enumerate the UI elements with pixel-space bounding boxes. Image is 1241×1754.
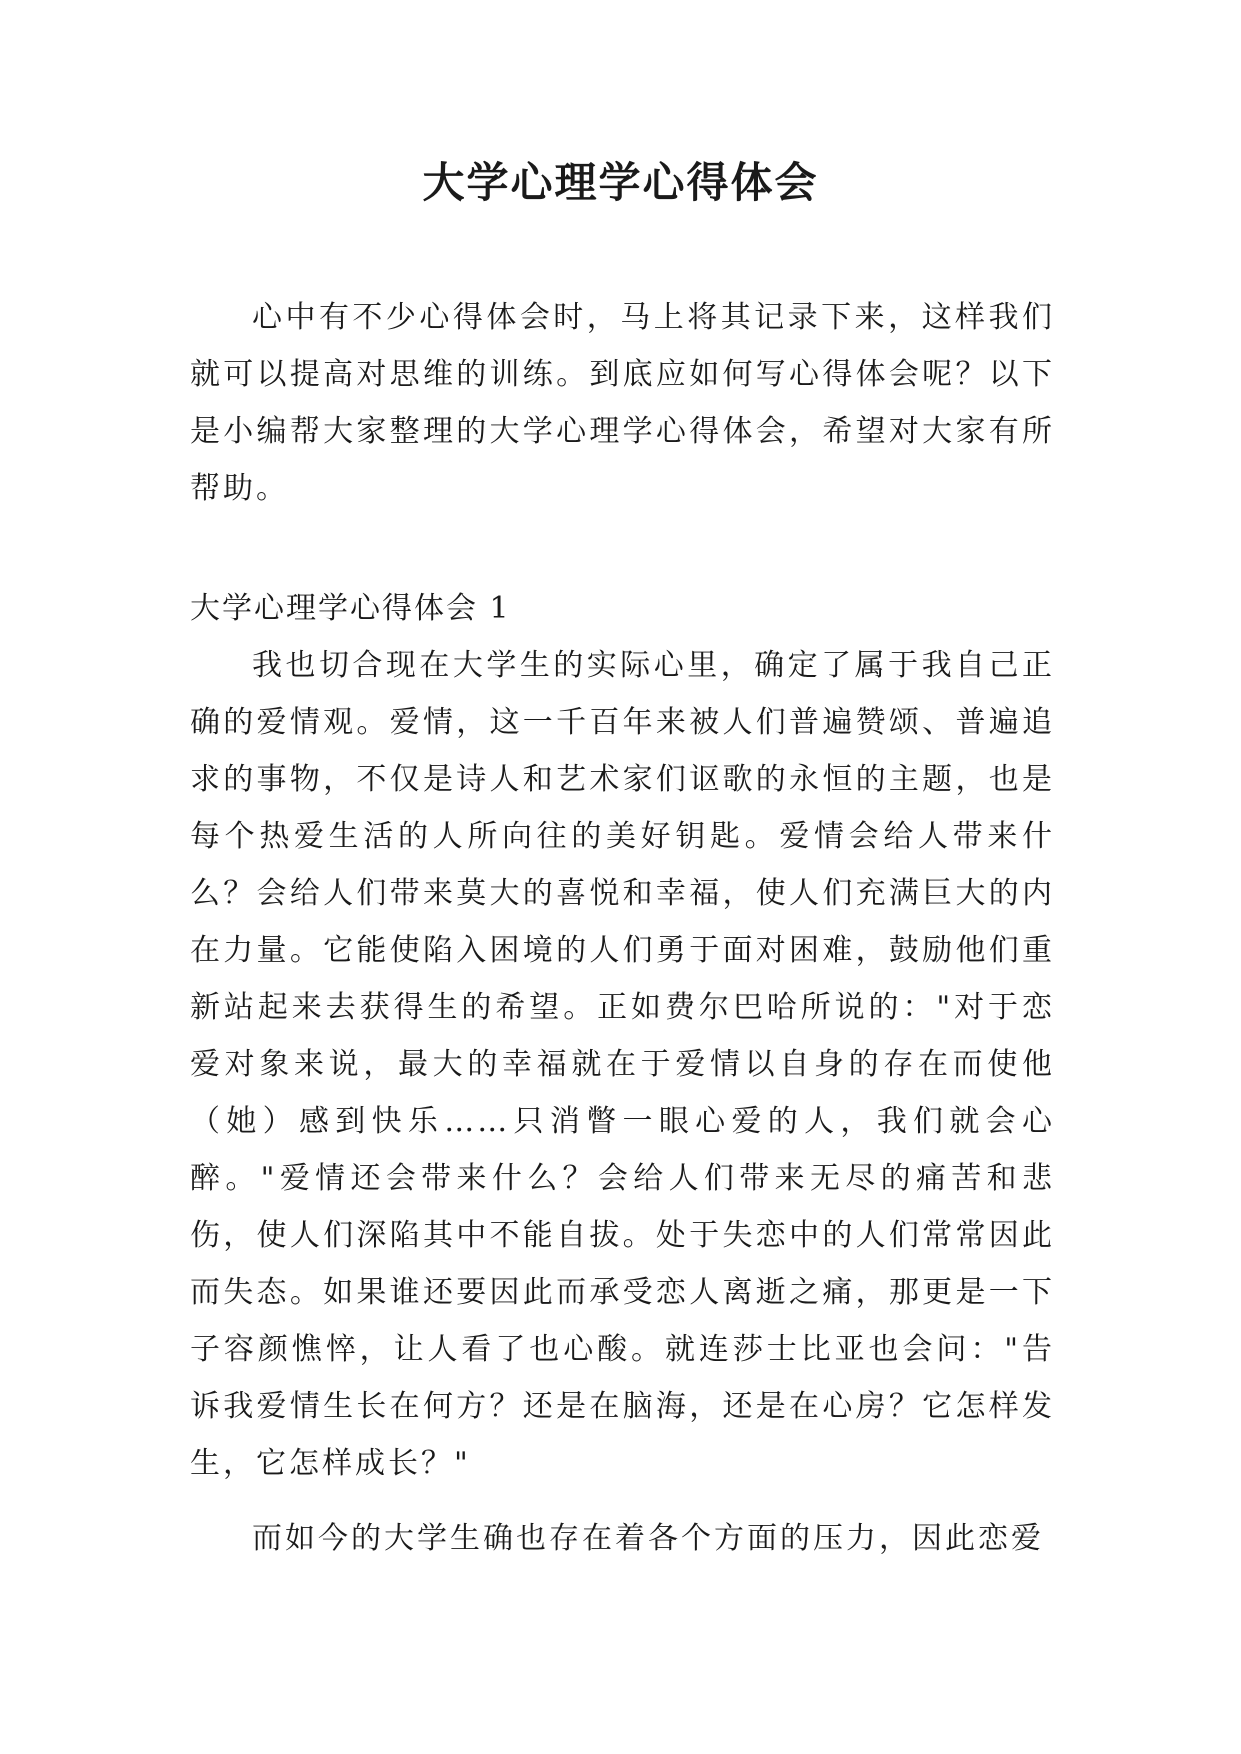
body-paragraph: 而如今的大学生确也存在着各个方面的压力，因此恋爱: [252, 1521, 1044, 1556]
section-heading: 大学心理学心得体会 1: [190, 591, 511, 626]
body-paragraph: 我也切合现在大学生的实际心里，确定了属于我自己正确的爱情观。爱情，这一千百年来被人们普遍赞颂、普遍追求的事物，不仅是诗人和艺术家们讴歌的永恒的主题，也是每个热爱生活的人所向往的美好钥匙。爱情会给人带来什么？会给人们带来莫大的喜悦和幸福，使人们充满巨大的内在力量。它能使陷入困境的人们勇于面对困难，鼓励他们重新站起来去获得生的希望。正如费尔巴哈所说的："对于恋爱对象来说，最大的幸福就在于爱情以自身的存在而使他（她）感到快乐……只消瞥一眼心爱的人，我们就会心醉。"爱情还会带来什么？会给人们带来无尽的痛苦和悲伤，使人们深陷其中不能自拔。处于失恋中的人们常常因此而失态。如果谁还要因此而承受恋人离逝之痛，那更是一下子容颜憔悴，让人看了也心酸。就连莎士比亚也会问："告诉我爱情生长在何方？还是在脑海，还是在心房？它怎样发生，它怎样成长？": [190, 648, 1055, 1481]
document-title: 大学心理学心得体会: [422, 158, 819, 207]
intro-paragraph: 心中有不少心得体会时，马上将其记录下来，这样我们就可以提高对思维的训练。到底应如何写心得体会呢？以下是小编帮大家整理的大学心理学心得体会，希望对大家有所帮助。: [190, 300, 1055, 506]
